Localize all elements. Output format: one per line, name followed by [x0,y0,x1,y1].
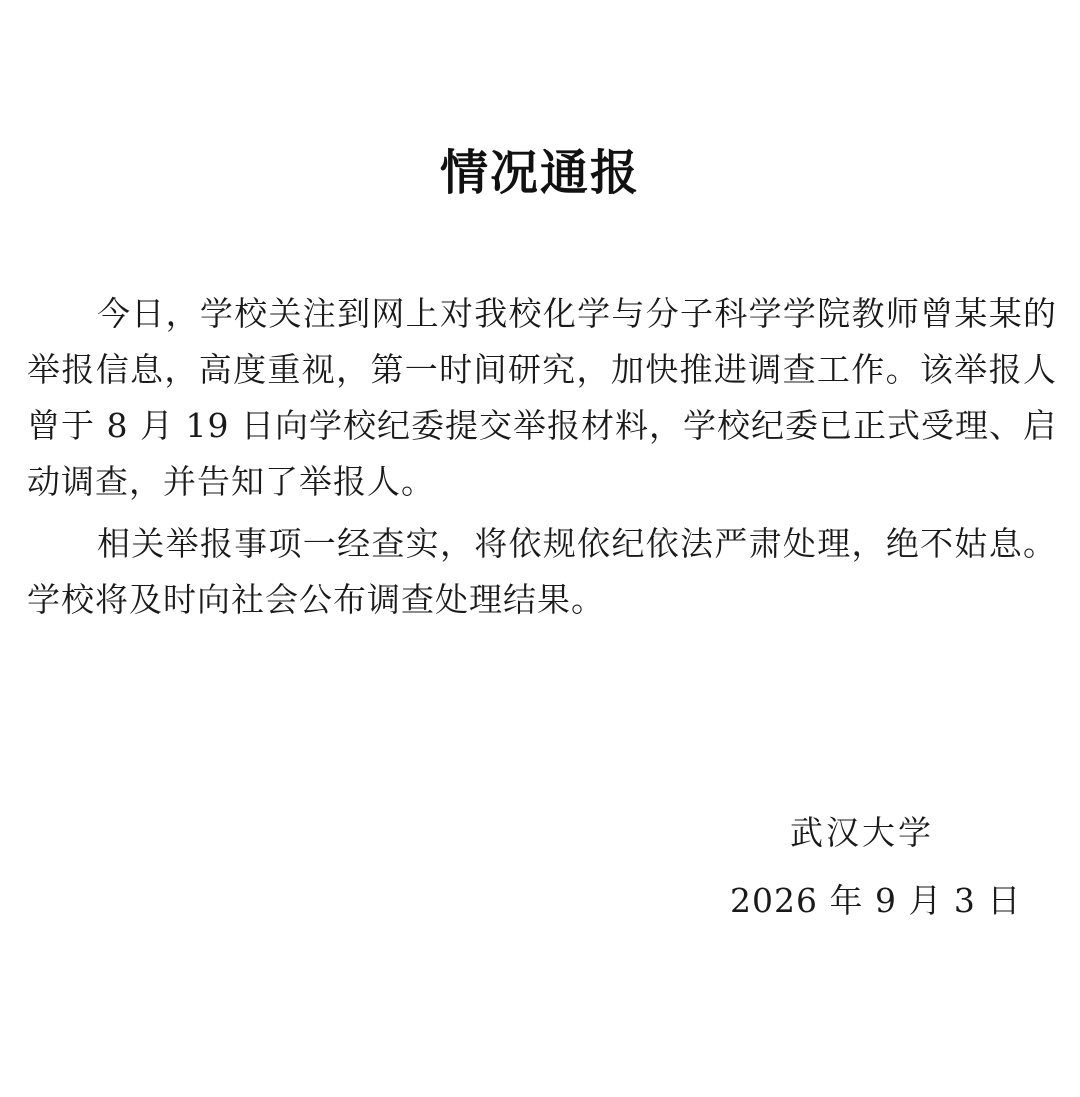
notice-title: 情况通报 [439,145,640,201]
notice-paragraph-2: 相关举报事项一经查实，将依规依纪依法严肃处理，绝不姑息。学校将及时向社会公布调查处理结果。 [27,524,1057,619]
issue-date: 2026 年 9 月 3 日 [730,881,1022,920]
notice-body [27,286,1057,628]
notice-paragraph-1: 今日，学校关注到网上对我校化学与分子科学学院教师曾某某的举报信息，高度重视，第一时间研究，加快推进调查工作。该举报人曾于 8 月 19 日向学校纪委提交举报材料，学校纪委已正式受理、启动调查，并告知了举报人。 [27,294,1057,501]
issuer-signature: 武汉大学 [790,813,934,852]
